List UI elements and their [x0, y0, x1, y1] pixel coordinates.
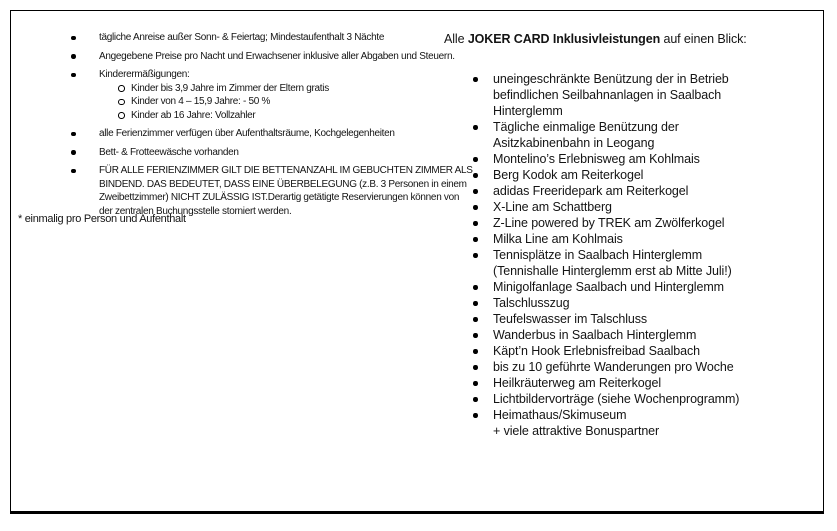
list-item-content	[493, 359, 822, 375]
list-item	[444, 151, 822, 167]
list-item	[444, 279, 822, 295]
bullet-dot-icon	[71, 36, 76, 41]
list-item	[69, 146, 464, 160]
circle-bullet-icon	[118, 95, 131, 109]
bullet-dot-icon	[473, 349, 478, 354]
sub-list	[99, 82, 464, 123]
bullet-icon	[473, 295, 493, 311]
list-item-line: befindlichen Seilbahnanlagen in Saalbach	[493, 88, 722, 102]
heading-prefix: Alle	[444, 32, 468, 46]
bullet-icon	[473, 215, 493, 231]
heading-bold-text: JOKER CARD Inklusivleistungen	[467, 32, 661, 46]
list-item-line: uneingeschränkte Benützung der in Betrieb	[493, 72, 729, 86]
list-item	[444, 327, 822, 343]
bullet-icon	[473, 231, 493, 247]
list-item-line: alle Ferienzimmer verfügen über Aufenthaltsräume, Kochgelegenheiten	[99, 128, 395, 139]
list-item-content	[493, 391, 822, 407]
inclusions-list	[444, 71, 822, 439]
list-item	[69, 50, 464, 64]
list-item-content	[99, 50, 464, 64]
list-item-line: FÜR ALLE FERIENZIMMER GILT DIE BETTENANZAHL IM GEBUCHTEN ZIMMER ALS	[99, 165, 473, 176]
bullet-icon	[473, 119, 493, 151]
list-item	[444, 391, 822, 407]
bullet-dot-icon	[473, 173, 478, 178]
list-item-line: tägliche Anreise außer Sonn- & Feiertag; Mindestaufenthalt 3 Nächte	[99, 32, 385, 43]
list-item-line: Minigolfanlage Saalbach und Hinterglemm	[493, 280, 724, 294]
bullet-icon	[473, 71, 493, 119]
list-item-line: Bett- & Frotteewäsche vorhanden	[99, 146, 239, 158]
list-item	[444, 167, 822, 183]
sub-list-item-line: Kinder bis 3,9 Jahre im Zimmer der Eltern gratis	[131, 82, 329, 94]
list-item-line: BINDEND. DAS BEDEUTET, DASS EINE ÜBERBELEGUNG (z.B. 3 Personen in einem	[99, 178, 467, 190]
circle-bullet-ring-icon	[118, 85, 125, 92]
list-item-line: Kinderermäßigungen:	[99, 69, 190, 80]
list-item	[69, 164, 473, 218]
list-item-content	[493, 71, 822, 119]
list-item-line: Angegebene Preise pro Nacht und Erwachsener inklusive aller Abgaben und Steuern.	[99, 50, 455, 62]
bullet-icon	[473, 375, 493, 391]
list-item-content	[493, 151, 822, 167]
bullet-dot-icon	[71, 132, 76, 137]
list-item	[444, 231, 822, 247]
list-item-line: Heilkräuterweg am Reiterkogel	[493, 376, 662, 390]
list-item-line: Zweibettzimmer) NICHT ZULÄSSIG IST.Derartig getätigte Reservierungen können von	[99, 192, 460, 203]
list-item	[444, 215, 822, 231]
bullet-dot-icon	[473, 365, 478, 370]
circle-bullet-ring-icon	[118, 99, 125, 106]
list-item	[444, 295, 822, 311]
list-item-line: Z-Line powered by TREK am Zwölferkogel	[493, 216, 725, 230]
list-item-content	[493, 247, 822, 279]
bullet-icon	[473, 199, 493, 215]
list-item-line: Tägliche einmalige Benützung der	[493, 120, 679, 134]
bullet-dot-icon	[473, 381, 478, 386]
list-item-line: + viele attraktive Bonuspartner	[493, 424, 660, 438]
list-item-content	[493, 199, 822, 215]
list-item-line: Tennisplätze in Saalbach Hinterglemm	[493, 248, 703, 262]
list-item	[444, 359, 822, 375]
section-heading	[444, 31, 822, 47]
booking-conditions-list	[69, 31, 473, 218]
bullet-dot-icon	[473, 189, 478, 194]
list-item-content	[493, 279, 822, 295]
list-item-line: der zentralen Buchungsstelle storniert werden.	[99, 205, 292, 217]
list-item-line: Milka Line am Kohlmais	[493, 232, 623, 246]
list-item-content	[493, 327, 822, 343]
circle-bullet-icon	[118, 109, 131, 123]
bullet-dot-icon	[473, 301, 478, 306]
list-item-content	[493, 375, 822, 391]
bullet-icon	[69, 50, 99, 64]
bullet-dot-icon	[473, 77, 478, 82]
list-item-content	[493, 119, 822, 151]
list-item-content	[493, 183, 822, 199]
bullet-icon	[473, 311, 493, 327]
list-item-content	[493, 167, 822, 183]
list-item-content	[99, 68, 464, 122]
bullet-icon	[69, 164, 99, 218]
bullet-dot-icon	[473, 253, 478, 258]
list-item	[444, 119, 822, 151]
list-item	[444, 311, 822, 327]
list-item-line: Asitzkabinenbahn in Leogang	[493, 136, 655, 150]
bullet-icon	[473, 391, 493, 407]
bullet-icon	[69, 68, 99, 122]
bullet-dot-icon	[473, 205, 478, 210]
bullet-icon	[473, 359, 493, 375]
heading-suffix: auf einen Blick:	[660, 32, 747, 46]
bullet-dot-icon	[473, 413, 478, 418]
list-item-content	[99, 164, 473, 218]
list-item-content	[493, 311, 822, 327]
circle-bullet-icon	[118, 82, 131, 96]
list-item-line: Talschlusszug	[493, 296, 570, 310]
list-item	[444, 375, 822, 391]
bullet-dot-icon	[473, 397, 478, 402]
bullet-icon	[69, 127, 99, 141]
page-border	[10, 10, 824, 514]
list-item-content	[99, 146, 464, 160]
bullet-dot-icon	[473, 317, 478, 322]
list-item-line: Lichtbildervorträge (siehe Wochenprogramm)	[493, 392, 740, 406]
bullet-dot-icon	[473, 333, 478, 338]
list-item-line: X-Line am Schattberg	[493, 200, 612, 214]
circle-bullet-ring-icon	[118, 112, 125, 119]
bullet-dot-icon	[71, 73, 76, 78]
bullet-dot-icon	[71, 169, 76, 174]
bullet-dot-icon	[473, 237, 478, 242]
sub-list-item	[118, 109, 464, 123]
bullet-dot-icon	[473, 125, 478, 130]
list-item-content	[99, 127, 464, 141]
list-item	[444, 247, 822, 279]
bullet-icon	[473, 407, 493, 439]
list-item-line: Wanderbus in Saalbach Hinterglemm	[493, 328, 697, 342]
list-item-line: adidas Freeridepark am Reiterkogel	[493, 184, 689, 198]
bullet-icon	[473, 327, 493, 343]
list-item-line: bis zu 10 geführte Wanderungen pro Woche	[493, 360, 734, 374]
sub-list-item-line: Kinder ab 16 Jahre: Vollzahler	[131, 109, 256, 121]
bullet-dot-icon	[71, 54, 76, 59]
joker-card-section	[444, 31, 822, 439]
sub-list-item	[118, 82, 464, 96]
bullet-icon	[473, 167, 493, 183]
list-item-content	[99, 31, 464, 45]
sub-list-item-line: Kinder von 4 – 15,9 Jahre: - 50 %	[131, 96, 271, 107]
bullet-icon	[69, 31, 99, 45]
list-item	[69, 31, 464, 45]
sub-list-item	[118, 95, 464, 109]
list-item	[444, 199, 822, 215]
list-item	[69, 68, 464, 122]
list-item	[69, 127, 464, 141]
list-item-line: Hinterglemm	[493, 104, 563, 118]
list-item	[444, 71, 822, 119]
list-item-content	[493, 231, 822, 247]
list-item-content	[493, 407, 822, 439]
bullet-dot-icon	[473, 221, 478, 226]
bullet-icon	[473, 183, 493, 199]
bullet-icon	[69, 146, 99, 160]
list-item-content	[493, 295, 822, 311]
list-item-line: Heimathaus/Skimuseum	[493, 408, 627, 422]
list-item	[444, 183, 822, 199]
list-item-content	[493, 215, 822, 231]
list-item-line: (Tennishalle Hinterglemm erst ab Mitte Juli!)	[493, 264, 732, 278]
list-item	[444, 407, 822, 439]
list-item-line: Montelino’s Erlebnisweg am Kohlmais	[493, 152, 700, 166]
bullet-icon	[473, 151, 493, 167]
list-item-line: Käpt’n Hook Erlebnisfreibad Saalbach	[493, 344, 700, 358]
bullet-dot-icon	[473, 157, 478, 162]
bullet-icon	[473, 279, 493, 295]
list-item	[444, 343, 822, 359]
list-item-line: Berg Kodok am Reiterkogel	[493, 168, 644, 182]
footnote: * einmalig pro Person und Aufenthalt	[18, 213, 186, 225]
bullet-dot-icon	[473, 285, 478, 290]
bullet-icon	[473, 247, 493, 279]
bullet-dot-icon	[71, 150, 76, 155]
bullet-icon	[473, 343, 493, 359]
list-item-line: Teufelswasser im Talschluss	[493, 312, 648, 326]
list-item-content	[493, 343, 822, 359]
